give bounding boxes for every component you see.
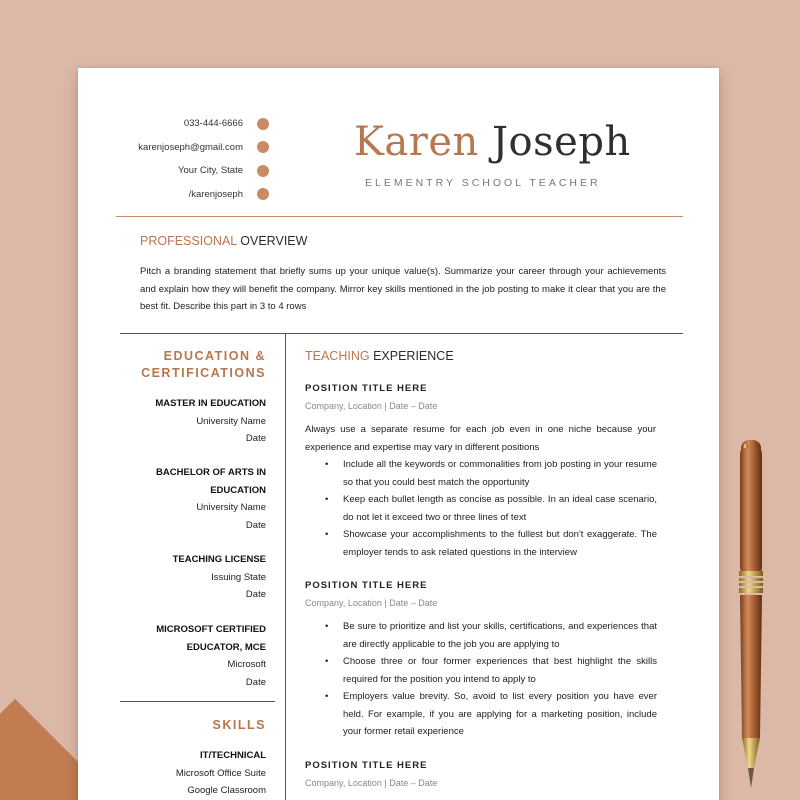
education-item-date: Date [245, 519, 266, 531]
experience-heading [305, 349, 454, 363]
skills-group [116, 747, 266, 800]
location-icon [257, 165, 269, 177]
contact-location [138, 159, 269, 183]
contact-phone [138, 112, 269, 136]
education-item-title: MASTER IN EDUCATION [155, 398, 266, 409]
last-name: Joseph [492, 119, 631, 165]
education-item-institution: University Name [196, 415, 266, 427]
bullet-item: • Be sure to prioritize and list your skills, certifications, and experiences that are directly applicable to the job you are applying to [323, 618, 657, 653]
education-heading-line2: CERTIFICATIONS [141, 366, 266, 380]
pen-image [736, 438, 766, 790]
education-item-institution: University Name [196, 502, 266, 513]
phone-icon [257, 118, 269, 130]
linkedin-text: /karenjoseph [188, 188, 243, 200]
bullet-item: • Keep each bullet length as concise as possible. In an ideal case scenario, do not let it exceed two or three lines of text [323, 491, 657, 526]
overview-heading [140, 234, 307, 248]
education-item-title: BACHELOR OF ARTS IN EDUCATION [156, 467, 266, 496]
skills-group-title: IT/TECHNICAL [200, 750, 266, 761]
education-item-date: Date [245, 433, 266, 444]
education-heading-line1: EDUCATION & [163, 349, 266, 363]
contact-email [138, 136, 269, 160]
education-item-title: MICROSOFT CERTIFIED EDUCATOR, MCE [156, 624, 266, 653]
position-title: POSITION TITLE HERE [305, 383, 428, 394]
skill-item: Google Classroom [187, 785, 266, 796]
education-item [151, 464, 266, 534]
location-text: Your City, State [178, 165, 243, 177]
education-heading [141, 348, 266, 382]
education-item-date: Date [245, 676, 266, 688]
linkedin-icon [257, 188, 269, 200]
bullet-item: • Choose three or four former experiences that best highlight the skills required for the position you intend to apply to [323, 653, 657, 688]
position-meta: Company, Location | Date – Date [305, 778, 438, 788]
overview-heading-accent: PROFESSIONAL [140, 234, 237, 248]
bullet-item: • Employers value brevity. So, avoid to list every position you have ever held. For example, if you are applying for a marketing position, include your former retail experience [323, 688, 657, 741]
skills-divider [120, 701, 275, 702]
position-title: POSITION TITLE HERE [305, 760, 428, 771]
skill-item: Microsoft Office Suite [175, 767, 266, 779]
email-text: karenjoseph@gmail.com [138, 141, 243, 153]
overview-heading-rest: OVERVIEW [240, 234, 308, 248]
section-divider [120, 333, 683, 334]
experience-heading-rest: EXPERIENCE [373, 349, 454, 363]
position-intro: Always use a separate resume for each job even in one niche because your experience and expertise may vary in different positions [305, 424, 656, 453]
header-divider [116, 216, 683, 217]
position-meta: Company, Location | Date – Date [305, 401, 438, 411]
bullet-item: • Showcase your accomplishments to the fullest but don't exaggerate. The employer tends to ask related questions in the interview [323, 526, 657, 561]
bullet-item: • Include all the keywords or commonalities from job posting in your resume so that you could best match the opportunity [323, 456, 657, 491]
education-item-institution: Issuing State [211, 571, 266, 583]
position-bullets [323, 456, 657, 561]
education-item [116, 551, 266, 604]
position-meta: Company, Location | Date – Date [305, 598, 438, 608]
column-divider [285, 333, 286, 800]
contact-linkedin [138, 183, 269, 207]
job-title: ELEMENTRY SCHOOL TEACHER [365, 177, 601, 189]
experience-heading-accent: TEACHING [305, 349, 370, 363]
position-bullets [323, 618, 657, 741]
education-item-institution: Microsoft [227, 659, 266, 670]
email-icon [257, 141, 269, 153]
skills-heading: SKILLS [212, 718, 266, 732]
resume-page [78, 68, 719, 800]
candidate-name [354, 118, 631, 166]
education-item-title: TEACHING LICENSE [172, 554, 266, 565]
education-item [116, 395, 266, 448]
education-item [148, 621, 266, 691]
contact-list [138, 112, 269, 206]
position-title: POSITION TITLE HERE [305, 580, 428, 591]
first-name: Karen [354, 119, 479, 165]
phone-text: 033-444-6666 [183, 118, 243, 130]
overview-text: Pitch a branding statement that briefly sums up your unique value(s). Summarize your career through your achievements and explain how they will benefit the company. Mirror key skills mentioned in the job posting to make it clear that you are the best fit. Describe this part in 3 to 4 rows [140, 266, 666, 312]
education-item-date: Date [245, 589, 266, 600]
